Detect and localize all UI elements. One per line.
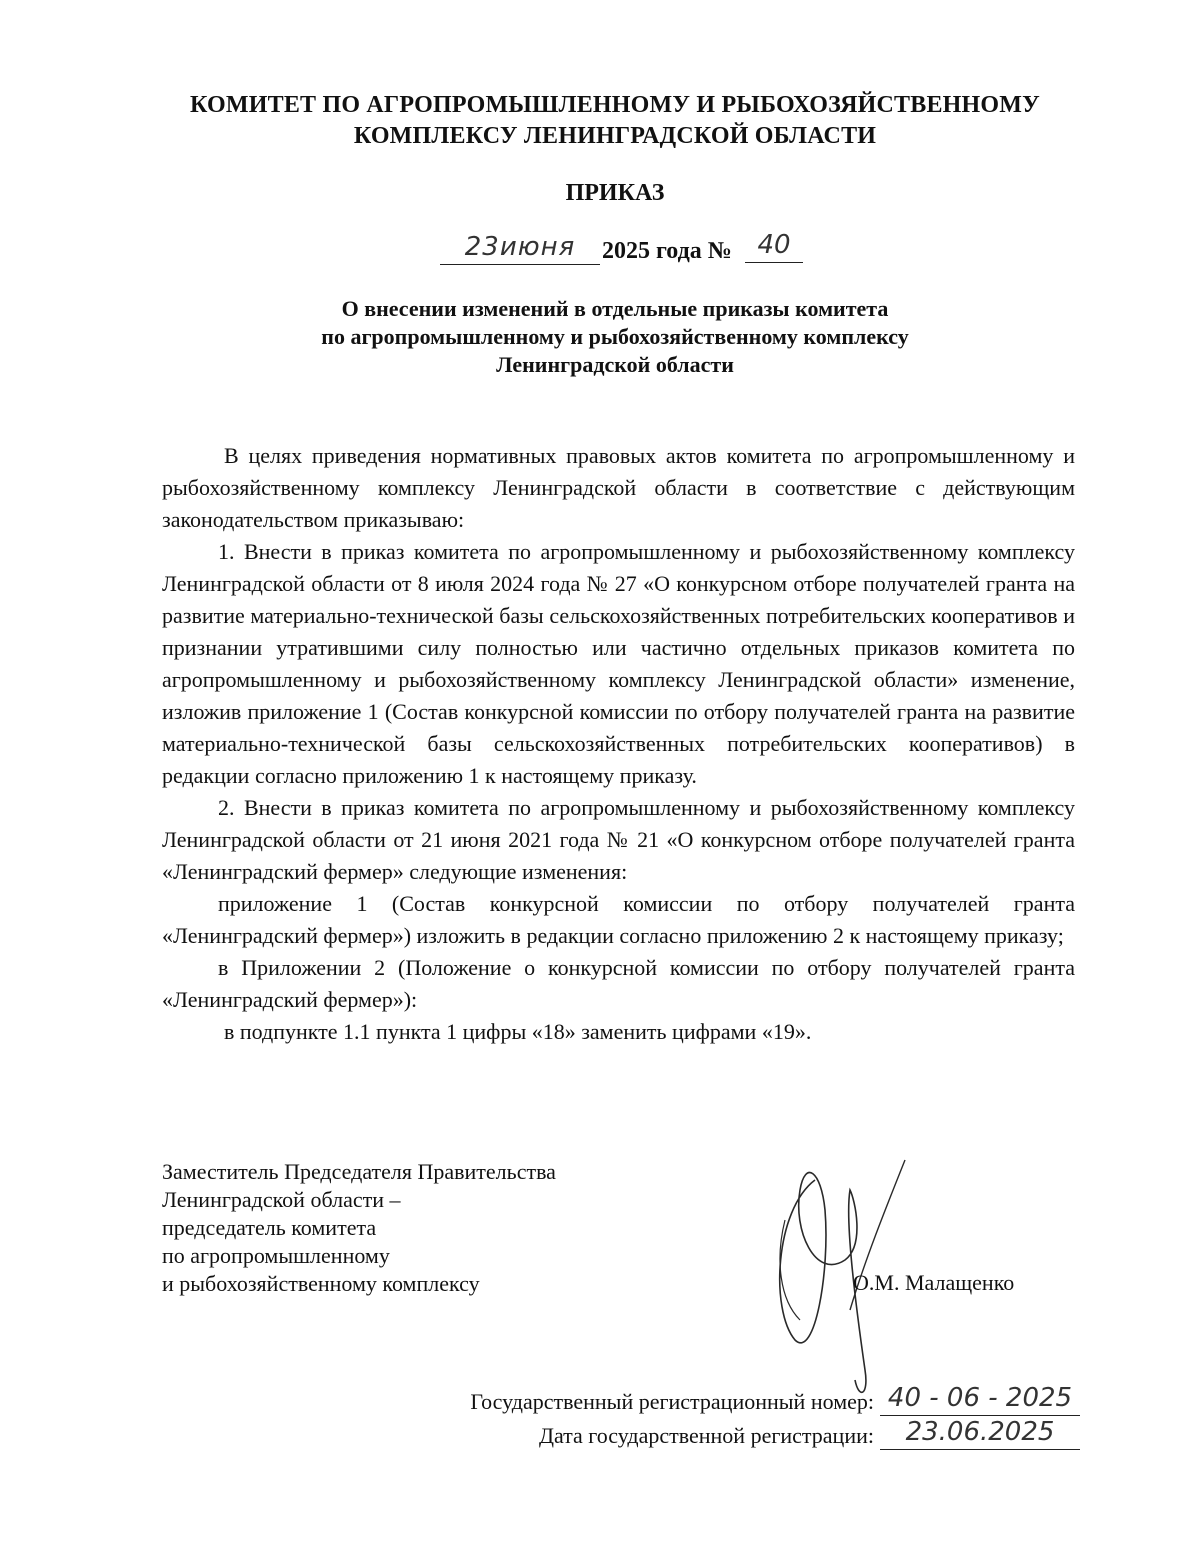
document-type: ПРИКАЗ xyxy=(565,180,665,206)
signatory-title-line: председатель комитета xyxy=(162,1215,377,1240)
registration-date-value: 23.06.2025 xyxy=(880,1415,1080,1450)
clause-2-paragraph: 2. Внести в приказ комитета по агропромышленному и рыбохозяйственному комплексу Ленинградской области от 21 июня 2021 года № 21 «О конкурсном отборе получателей гранта «Ленинградский фермер» следующие изменения: xyxy=(162,795,1075,884)
preamble-paragraph: В целях приведения нормативных правовых актов комитета по агропромышленному и рыбохозяйственному комплексу Ленинградской области в соответствие с действующим законодательством приказываю: xyxy=(162,443,1075,532)
signatory-title-line: Ленинградской области – xyxy=(162,1187,401,1212)
signatory-name: О.М. Малащенко xyxy=(853,1270,1015,1295)
authority-line-1: КОМИТЕТ ПО АГРОПРОМЫШЛЕННОМУ И РЫБОХОЗЯЙСТВЕННОМУ xyxy=(190,92,1040,118)
registration-date-label: Дата государственной регистрации: xyxy=(538,1423,874,1448)
authority-line-2: КОМПЛЕКСУ ЛЕНИНГРАДСКОЙ ОБЛАСТИ xyxy=(353,123,877,149)
subject-line-2: по агропромышленному и рыбохозяйственному комплексу xyxy=(321,324,909,349)
order-subject xyxy=(120,295,1110,379)
registration-number-value: 40 - 06 - 2025 xyxy=(880,1381,1080,1416)
clause-2-item-1: приложение 1 (Состав конкурсной комиссии по отбору получателей гранта «Ленинградский фермер») изложить в редакции согласно приложению 2 к настоящему приказу; xyxy=(162,891,1075,948)
subject-line-1: О внесении изменений в отдельные приказы комитета xyxy=(341,296,889,321)
subject-line-3: Ленинградской области xyxy=(496,352,734,377)
clause-2-item-2: в Приложении 2 (Положение о конкурсной комиссии по отбору получателей гранта «Ленинградский фермер»): xyxy=(162,955,1075,1012)
registration-block xyxy=(380,1385,1080,1453)
signatory-title xyxy=(162,1158,662,1298)
signatory-title-line: по агропромышленному xyxy=(162,1243,390,1268)
registration-number-row xyxy=(380,1385,1080,1419)
order-year-label: 2025 года № xyxy=(602,238,732,264)
registration-number-label: Государственный регистрационный номер: xyxy=(470,1389,874,1414)
clause-2-item-3: в подпункте 1.1 пункта 1 цифры «18» заменить цифрами «19». xyxy=(224,1019,812,1044)
order-date-number xyxy=(430,230,850,270)
order-number-handwritten: 40 xyxy=(745,230,803,263)
order-date-handwritten: 23июня xyxy=(440,232,600,265)
signatory-title-line: и рыбохозяйственному комплексу xyxy=(162,1271,480,1296)
clause-1-paragraph: 1. Внести в приказ комитета по агропромышленному и рыбохозяйственному комплексу Ленинградской области от 8 июля 2024 года № 27 «О конкурсном отборе получателей гранта на развитие материально-технической базы сельскохозяйственных потребительских кооперативов и признании утратившими силу полностью или частично отдельных приказов комитета по агропромышленному и рыбохозяйственному комплексу Ленинградской области» изменение, изложив приложение 1 (Состав конкурсной комиссии по отбору получателей гранта на развитие материально-технической базы сельскохозяйственных потребительских кооперативов) в редакции согласно приложению 1 к настоящему приказу. xyxy=(162,539,1075,788)
signatory-title-line: Заместитель Председателя Правительства xyxy=(162,1159,556,1184)
issuing-authority xyxy=(120,90,1110,152)
registration-date-row xyxy=(380,1419,1080,1453)
order-body xyxy=(162,440,1075,1048)
